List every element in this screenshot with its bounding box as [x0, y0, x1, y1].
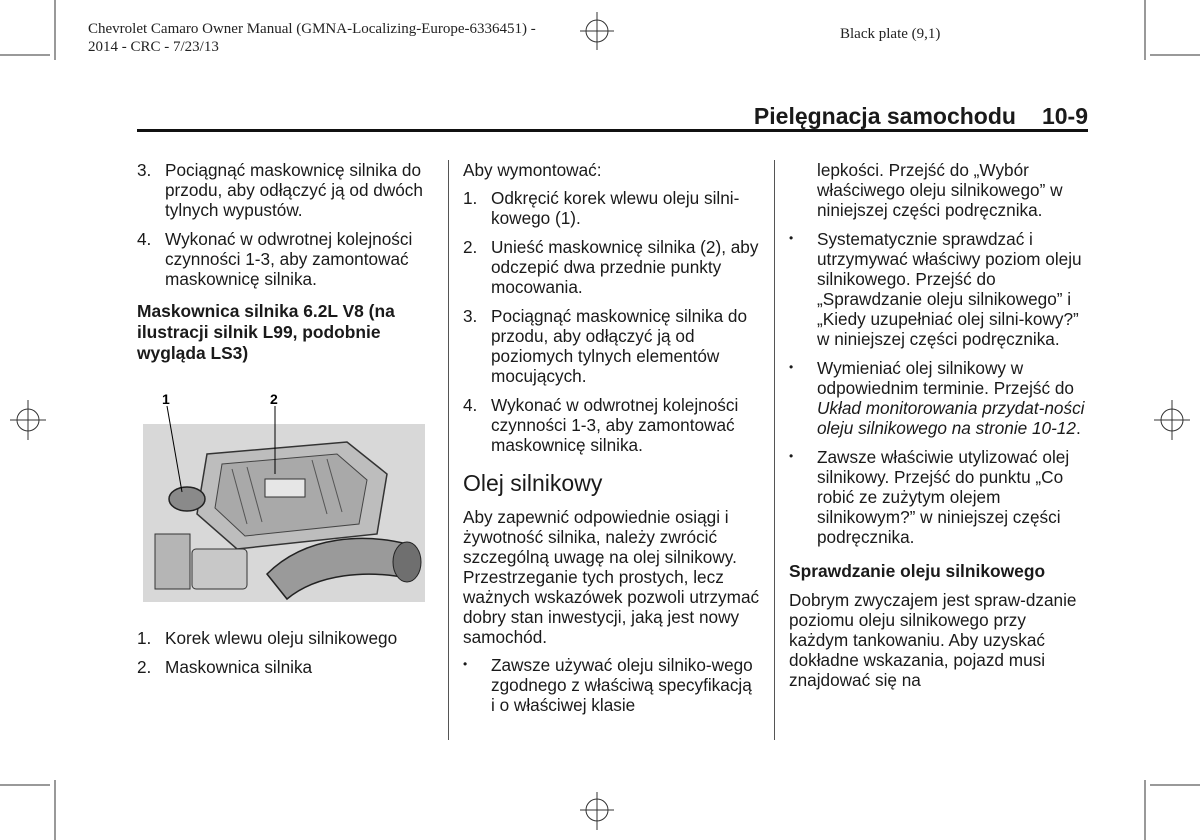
section-heading: Olej silnikowy [463, 470, 603, 496]
list-item: 4. Wykonać w odwrotnej kolejności czynności 1-3, aby zamontować maskownicę silnika. [137, 229, 413, 289]
list-item: 4. Wykonać w odwrotnej kolejności czynności 1-3, aby zamontować maskownicę silnika. [463, 395, 739, 455]
paragraph: Dobrym zwyczajem jest spraw-dzanie poziomu oleju silnikowego przy każdym tankowaniu. Aby uzyskać dokładne wskazania, pojazd musi znajdować się na [789, 590, 1077, 690]
bullet-icon: • [789, 449, 794, 463]
list-item: • Systematycznie sprawdzać i utrzymywać właściwy poziom oleju silnikowego. Przejść do „Sprawdzanie oleju silnikowego” i „Kiedy uzupełniać olej silni-kowy?” w niniejszej części podręcznika. [789, 229, 1082, 349]
callout-1: 1 [162, 391, 170, 407]
list-item: 2. Maskownica silnika [137, 657, 313, 677]
column-3 [789, 160, 1089, 698]
bullet-icon: • [789, 231, 794, 245]
paragraph: lepkości. Przejść do „Wybór właściwego oleju silnikowego” w niniejszej części podręcznika. [817, 160, 1063, 220]
list-item: 3. Pociągnąć maskownicę silnika do przodu, aby odłączyć ją od dwóch tylnych wypustów. [137, 160, 423, 220]
doc-meta-line2: 2014 - CRC - 7/23/13 [88, 39, 219, 55]
list-item: • Zawsze właściwie utylizować olej silnikowy. Przejść do punktu „Co robić ze zużytym olejem silnikowym?” w niniejszej części podręcznika. [789, 447, 1070, 547]
list-item: • Wymieniać olej silnikowy w odpowiednim terminie. Przejść do Układ monitorowania przydat-ności oleju silnikowego na stronie 10-12. [789, 358, 1085, 438]
registration-mark-left [10, 400, 46, 440]
paragraph: Aby wymontować: [463, 160, 602, 180]
list-item: • Zawsze używać oleju silniko-wego zgodnego z właściwą specyfikacją i o właściwej klasie [463, 655, 753, 715]
registration-mark-bottom [580, 792, 614, 830]
list-item: 3. Pociągnąć maskownicę silnika do przodu, aby odłączyć ją od poziomych tylnych elementów mocujących. [463, 306, 748, 386]
registration-mark-top [580, 12, 614, 50]
column-divider [774, 160, 775, 740]
header-rule [137, 129, 1088, 132]
section-title: Pielęgnacja samochodu [753, 103, 1016, 129]
subsection-heading: Maskownica silnika 6.2L V8 (na ilustracji silnik L99, podobnie wygląda LS3) [137, 301, 395, 363]
registration-mark-right [1154, 400, 1190, 440]
column-divider [448, 160, 449, 740]
engine-illustration [137, 384, 431, 608]
bullet-icon: • [789, 360, 794, 374]
column-2 [463, 160, 760, 724]
page-header [700, 101, 1088, 131]
list-item: 2. Unieść maskownicę silnika (2), aby odczepić dwa przednie punkty mocowania. [463, 237, 759, 297]
doc-meta-line1: Chevrolet Camaro Owner Manual (GMNA-Localizing-Europe-6336451) - [88, 21, 536, 37]
column-1 [137, 160, 437, 686]
subsection-heading: Sprawdzanie oleju silnikowego [789, 561, 1046, 581]
callout-2: 2 [270, 391, 278, 407]
page-number: 10-9 [1041, 103, 1088, 129]
bullet-icon: • [463, 657, 468, 671]
plate-label: Black plate (9,1) [840, 26, 941, 42]
list-item: 1. Odkręcić korek wlewu oleju silni-kowego (1). [463, 188, 740, 228]
list-item: 1. Korek wlewu oleju silnikowego [137, 628, 398, 648]
cross-reference: Układ monitorowania przydat-ności oleju silnikowego na stronie 10-12 [817, 398, 1085, 438]
paragraph: Aby zapewnić odpowiednie osiągi i żywotność silnika, należy zwrócić szczególną uwagę na olej silnikowy. Przestrzeganie tych prostych, lecz ważnych wskazówek pozwoli utrzymać dobry stan inwestycji, jaką jest nowy samochód. [463, 507, 760, 647]
